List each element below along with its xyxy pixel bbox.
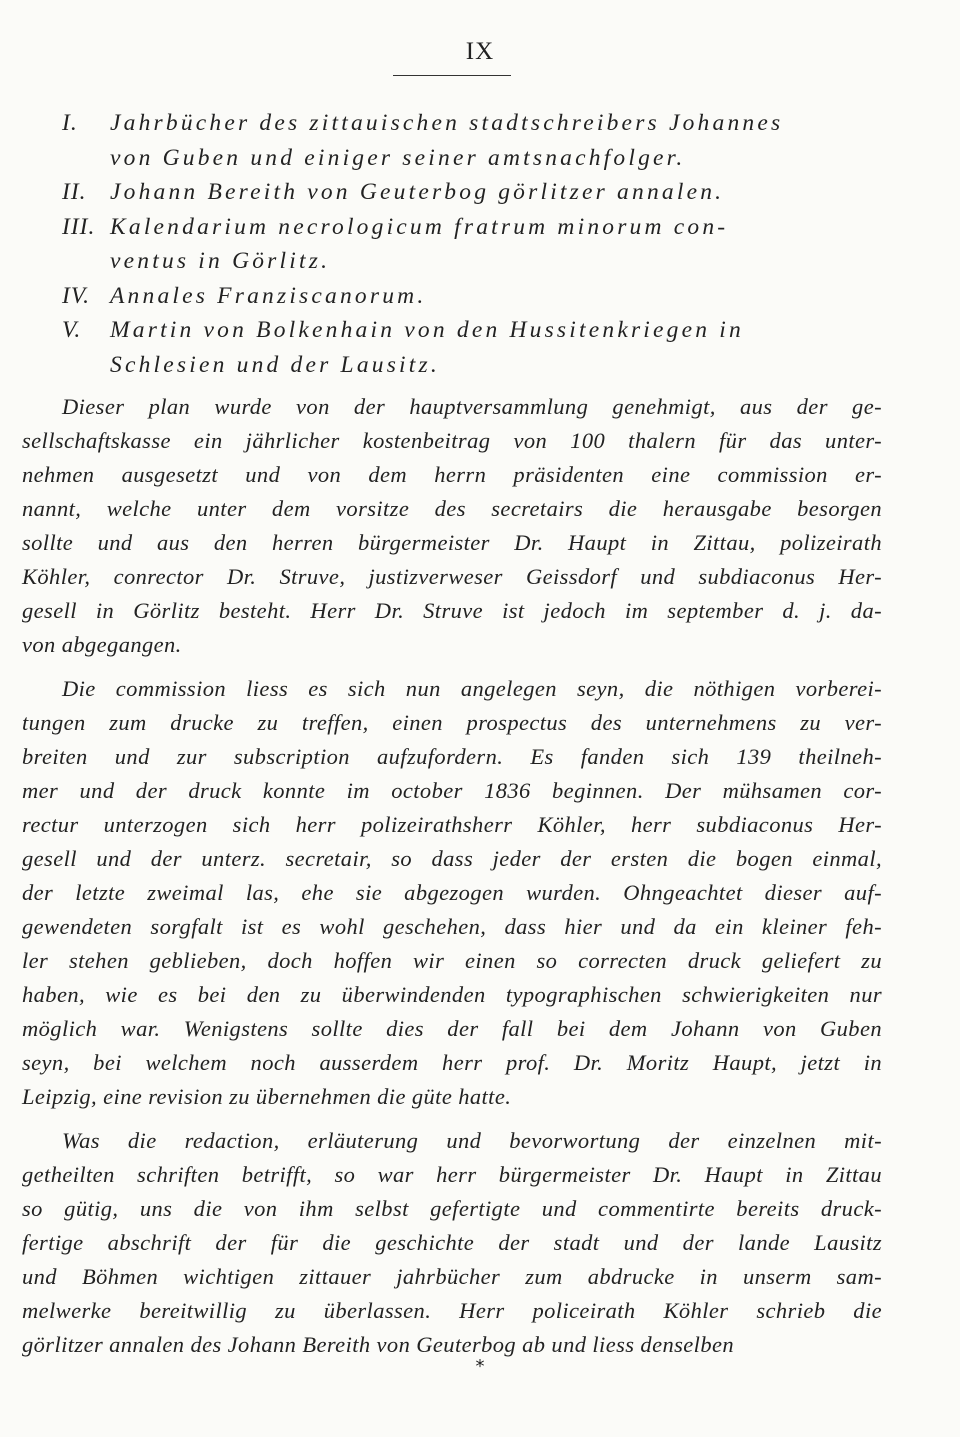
paragraph-line: seyn, bei welchem noch ausserdem herr prof. Dr. Moritz Haupt, jetzt in (22, 1050, 882, 1075)
paragraph-line: Die commission liess es sich nun angelegen seyn, die nöthigen vorberei- (62, 676, 882, 701)
signature-mark: * (475, 1356, 485, 1377)
paragraph-line: fertige abschrift der für die geschichte der stadt und der lande Lausitz (22, 1230, 882, 1255)
contents-entry-number: IV. (62, 282, 91, 309)
contents-entry-title: von Guben und einiger seiner amtsnachfolger. (110, 144, 686, 171)
contents-entry (62, 106, 892, 175)
paragraph-line: Köhler, conrector Dr. Struve, justizverweser Geissdorf und subdiaconus Her- (22, 564, 882, 589)
contents-entry-title: Jahrbücher des zittauischen stadtschreibers Johannes (110, 110, 784, 136)
contents-entry (62, 313, 892, 382)
contents-entry-title: Johann Bereith von Geuterbog görlitzer annalen. (110, 179, 725, 205)
contents-entry-line (62, 279, 892, 314)
page-number: IX (465, 38, 495, 65)
paragraph-line: görlitzer annalen des Johann Bereith von Geuterbog ab und liess denselben (22, 1332, 734, 1357)
contents-entry-title: Annales Franziscanorum. (110, 282, 427, 309)
paragraph-line: gewendeten sorgfalt ist es wohl geschehen, dass hier und da ein kleiner feh- (22, 914, 882, 939)
contents-entry (62, 210, 892, 279)
paragraph-line: nehmen ausgesetzt und von dem herrn präsidenten eine commission er- (22, 462, 882, 487)
paragraph-line: gesell in Görlitz besteht. Herr Dr. Struve ist jedoch im september d. j. da- (22, 598, 882, 623)
contents-entry-title: Kalendarium necrologicum fratrum minorum con- (110, 213, 729, 240)
contents-entry-line (62, 210, 892, 245)
paragraph-line: und Böhmen wichtigen zittauer jahrbücher zum abdrucke in unserm sam- (22, 1264, 882, 1289)
contents-entry (62, 175, 892, 210)
paragraph-line: nannt, welche unter dem vorsitze des secretairs die herausgabe besorgen (22, 496, 882, 521)
contents-entry-title: Schlesien und der Lausitz. (110, 351, 440, 378)
contents-entry-number: V. (62, 317, 82, 343)
contents-entry-line (62, 348, 892, 383)
paragraph-line: gesell und der unterz. secretair, so dass jeder der ersten die bogen einmal, (22, 846, 882, 871)
paragraph-line: Leipzig, eine revision zu übernehmen die güte hatte. (22, 1084, 512, 1109)
paragraph-line: mer und der druck konnte im october 1836 beginnen. Der mühsamen cor- (22, 778, 882, 803)
paragraph-line: getheilten schriften betrifft, so war herr bürgermeister Dr. Haupt in Zittau (22, 1162, 882, 1187)
contents-entry-title: Martin von Bolkenhain von den Hussitenkriegen in (110, 317, 744, 343)
contents-entry (62, 279, 892, 314)
contents-entry-number: II. (62, 179, 87, 205)
contents-entry-line (62, 175, 892, 210)
paragraph (22, 1124, 882, 1362)
paragraph-line: von abgegangen. (22, 632, 182, 657)
paragraph-line: sollte und aus den herren bürgermeister Dr. Haupt in Zittau, polizeirath (22, 530, 882, 555)
paragraph (22, 672, 882, 1114)
paragraph-line: melwerke bereitwillig zu überlassen. Herr policeirath Köhler schrieb die (22, 1298, 882, 1323)
paragraph-line: so gütig, uns die von ihm selbst gefertigte und commentirte bereits druck- (22, 1196, 882, 1221)
contents-entry-line (62, 106, 892, 141)
paragraph-line: ler stehen geblieben, doch hoffen wir einen so correcten druck geliefert zu (22, 948, 882, 973)
paragraph (22, 390, 882, 662)
header-rule (393, 75, 511, 76)
paragraph-line: rectur unterzogen sich herr polizeirathsherr Köhler, herr subdiaconus Her- (22, 812, 882, 837)
contents-entry-line (62, 141, 892, 176)
paragraph-line: Dieser plan wurde von der hauptversammlung genehmigt, aus der ge- (62, 394, 882, 419)
paragraph-line: möglich war. Wenigstens sollte dies der fall bei dem Johann von Guben (22, 1016, 882, 1041)
contents-entry-line (62, 313, 892, 348)
contents-entry-line (62, 244, 892, 279)
contents-list (62, 106, 892, 382)
contents-entry-title: ventus in Görlitz. (110, 248, 331, 274)
paragraph-line: tungen zum drucke zu treffen, einen prospectus des unternehmens zu ver- (22, 710, 882, 735)
paragraph-line: Was die redaction, erläuterung und bevorwortung der einzelnen mit- (62, 1128, 882, 1153)
paragraph-line: sellschaftskasse ein jährlicher kostenbeitrag von 100 thalern für das unter- (22, 428, 882, 453)
contents-entry-number: I. (62, 110, 78, 136)
paragraph-line: der letzte zweimal las, ehe sie abgezogen wurden. Ohngeachtet dieser auf- (22, 880, 882, 905)
paragraph-line: haben, wie es bei den zu überwindenden typographischen schwierigkeiten nur (22, 982, 882, 1007)
paragraph-line: breiten und zur subscription aufzufordern. Es fanden sich 139 theilneh- (22, 744, 882, 769)
contents-entry-number: III. (62, 213, 96, 240)
body-text (22, 390, 882, 1372)
